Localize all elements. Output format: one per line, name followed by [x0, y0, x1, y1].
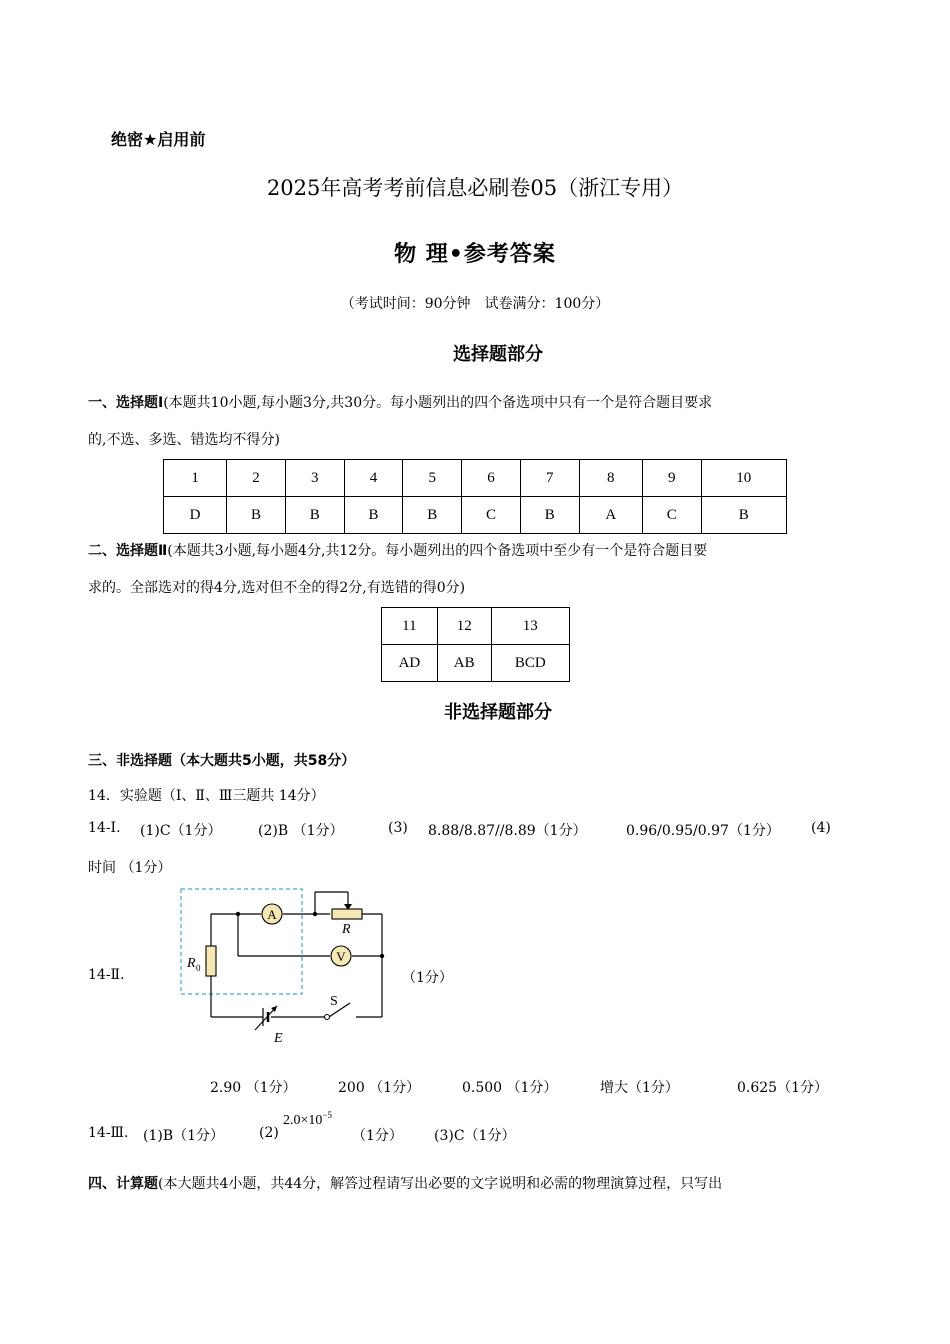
- question-number: 2: [227, 460, 286, 497]
- question-number: 3: [285, 460, 344, 497]
- table-row-answers: [164, 497, 787, 534]
- table-row-numbers: [164, 460, 787, 497]
- part1-desc-line2: 的,不选、多选、错选均不得分): [88, 432, 280, 448]
- q14-3-score: （1分）: [352, 1128, 403, 1144]
- answer-cell: AB: [437, 645, 491, 682]
- part4-desc: (本大题共4小题，共44分，解答过程请写出必要的文字说明和必需的物理演算过程，只写出: [158, 1176, 723, 1192]
- question-number: 1: [164, 460, 227, 497]
- part1-label: 一、选择题Ⅰ: [88, 395, 164, 411]
- subject-title: 物 理•参考答案: [394, 242, 556, 267]
- q14-3-answer-2: (2): [259, 1125, 279, 1141]
- circuit-score: （1分）: [402, 970, 453, 986]
- q14-2-answer-2: 200 （1分）: [338, 1080, 421, 1096]
- answer-cell: BCD: [491, 645, 569, 682]
- question-number: 4: [344, 460, 403, 497]
- answer-cell: C: [642, 497, 701, 534]
- q14-3-label: 14-Ⅲ.: [88, 1125, 129, 1141]
- q14-1-answer-4: 8.88/8.87//8.89（1分）: [428, 823, 587, 839]
- answer-cell: A: [579, 497, 642, 534]
- battery-label: E: [274, 1031, 283, 1046]
- question-number: 8: [579, 460, 642, 497]
- q14-2-answer-1: 2.90 （1分）: [210, 1080, 297, 1096]
- formula-base: 2.0×10: [283, 1113, 323, 1128]
- part2-label: 二、选择题Ⅱ: [88, 543, 168, 559]
- dashed-box: [181, 889, 302, 994]
- q14-1-answer-7: 时间 （1分）: [88, 860, 172, 876]
- q14-3-answer-3: (3)C（1分）: [434, 1128, 516, 1144]
- switch-icon: [325, 1015, 330, 1020]
- q14-1-label: 14-Ⅰ.: [88, 820, 121, 836]
- q14-1-answer-3: (3): [388, 820, 408, 836]
- answer-cell: B: [701, 497, 786, 534]
- question-number: 10: [701, 460, 786, 497]
- section-heading-choice: 选择题部分: [453, 344, 543, 365]
- secret-label: 绝密★启用前: [111, 130, 206, 149]
- ammeter-label: A: [267, 907, 277, 922]
- resistor-subscript: 0: [196, 963, 201, 973]
- circuit-diagram: [160, 884, 400, 1054]
- part1-description: [88, 392, 712, 412]
- junction-dot: [380, 954, 384, 958]
- question-number: 9: [642, 460, 701, 497]
- part2-answer-table: [381, 607, 570, 682]
- switch-label: S: [330, 994, 338, 1009]
- q14-3-formula: [283, 1110, 332, 1129]
- q14-3-answer-1: (1)B（1分）: [143, 1128, 225, 1144]
- q14-heading: 14．实验题（Ⅰ、Ⅱ、Ⅲ三题共 14分）: [88, 788, 325, 804]
- q14-2-answer-3: 0.500 （1分）: [462, 1080, 558, 1096]
- part2-desc-line2: 求的。全部选对的得4分,选对但不全的得2分,有选错的得0分): [88, 580, 466, 596]
- table-row-numbers: [382, 608, 570, 645]
- part3-heading: 三、非选择题（本大题共5小题，共58分）: [88, 753, 356, 769]
- q14-1-answer-1: (1)C（1分）: [140, 823, 222, 839]
- answer-cell: D: [164, 497, 227, 534]
- answer-cell: C: [462, 497, 521, 534]
- question-number: 13: [491, 608, 569, 645]
- resistor-icon: [206, 946, 216, 976]
- section-heading-nonchoice: 非选择题部分: [444, 702, 552, 723]
- part2-desc-line1: (本题共3小题,每小题4分,共12分。每小题列出的四个备选项中至少有一个是符合题目要: [167, 543, 708, 559]
- resistor-label: R: [187, 956, 196, 971]
- question-number: 11: [382, 608, 438, 645]
- answer-cell: B: [285, 497, 344, 534]
- q14-1-answer-5: 0.96/0.95/0.97（1分）: [626, 823, 780, 839]
- exam-info: （考试时间：90分钟 试卷满分：100分）: [340, 296, 610, 312]
- paper-title: 2025年高考考前信息必刷卷05（浙江专用）: [266, 176, 684, 200]
- answer-cell: B: [344, 497, 403, 534]
- q14-1-answer-6: (4): [811, 820, 831, 836]
- answer-cell: B: [403, 497, 462, 534]
- part1-desc-line1: (本题共10小题,每小题3分,共30分。每小题列出的四个备选项中只有一个是符合题目要求: [163, 395, 713, 411]
- question-number: 5: [403, 460, 462, 497]
- question-number: 6: [462, 460, 521, 497]
- q14-1-answer-2: (2)B （1分）: [258, 823, 344, 839]
- junction-dot: [313, 912, 317, 916]
- part2-description: [88, 540, 707, 560]
- part4-label: 四、计算题: [88, 1176, 158, 1192]
- formula-exponent: −5: [322, 1110, 332, 1120]
- rheostat-icon: [332, 909, 362, 919]
- rheostat-label: R: [342, 922, 351, 937]
- voltmeter-label: V: [336, 949, 346, 964]
- table-row-answers: [382, 645, 570, 682]
- part1-answer-table: [163, 459, 787, 534]
- junction-dot: [236, 912, 240, 916]
- q14-2-label: 14-Ⅱ.: [88, 967, 125, 983]
- q14-2-answer-4: 增大（1分）: [600, 1080, 679, 1096]
- answer-cell: AD: [382, 645, 438, 682]
- question-number: 12: [437, 608, 491, 645]
- answer-cell: B: [227, 497, 286, 534]
- question-number: 7: [520, 460, 579, 497]
- answer-cell: B: [520, 497, 579, 534]
- part4-description: [88, 1173, 722, 1193]
- q14-2-answer-5: 0.625（1分）: [737, 1080, 828, 1096]
